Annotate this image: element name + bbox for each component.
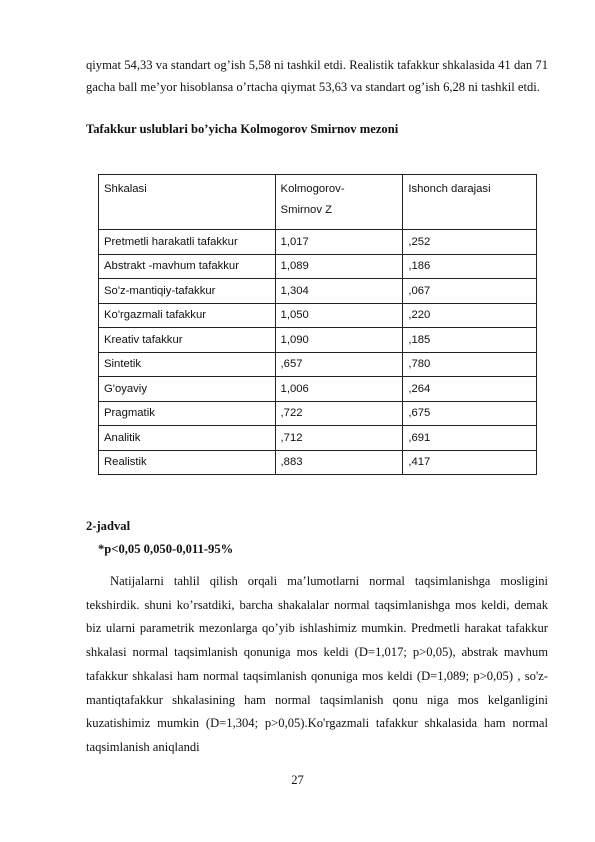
- table-cell: 1,050: [275, 303, 403, 328]
- table-cell: Ko'rgazmali tafakkur: [99, 303, 276, 328]
- table-cell: 1,017: [275, 230, 403, 255]
- table-body: [99, 175, 537, 475]
- table-row: [99, 450, 537, 475]
- table-row: [99, 279, 537, 304]
- table-header-cell: Shkalasi: [99, 175, 276, 230]
- intro-paragraph: qiymat 54,33 va standart og’ish 5,58 ni tashkil etdi. Realistik tafakkur shkalasida 41 dan 71 gacha ball me’yor hisoblansa o’rtacha qiymat 53,63 va standart og’ish 6,28 ni tashkil etdi.: [86, 58, 548, 94]
- table-cell: Abstrakt -mavhum tafakkur: [99, 254, 276, 279]
- table-cell: Analitik: [99, 426, 276, 451]
- table-row: [99, 352, 537, 377]
- table-row: [99, 328, 537, 353]
- table-header-row: [99, 175, 537, 230]
- table-cell: ,883: [275, 450, 403, 475]
- table-header-cell: Ishonch darajasi: [403, 175, 537, 230]
- table-row: [99, 254, 537, 279]
- kolmogorov-smirnov-table: [98, 174, 537, 475]
- table-cell: ,691: [403, 426, 537, 451]
- table-cell: 1,090: [275, 328, 403, 353]
- table-cell: Pragmatik: [99, 401, 276, 426]
- table-cell: ,220: [403, 303, 537, 328]
- table-caption: 2-jadval: [86, 519, 131, 533]
- table-cell: Sintetik: [99, 352, 276, 377]
- table-cell: G'oyaviy: [99, 377, 276, 402]
- table-cell: So'z-mantiqiy-tafakkur: [99, 279, 276, 304]
- table-cell: Kreativ tafakkur: [99, 328, 276, 353]
- table-cell: ,417: [403, 450, 537, 475]
- table-row: [99, 401, 537, 426]
- results-paragraph: Natijalarni tahlil qilish orqali ma’lumotlarni normal taqsimlanishga mosligini tekshirdik. shuni ko’rsatdiki, barcha shakalalar normal taqsimlanishga mos keldi, demak biz ularni parametrik mezonlarga qo’yib ishlashimiz mumkin. Predmetli harakat tafakkur shkalasi normal taqsimlanish qonuniga mos keldi (D=1,017; p>0,05), abstrak mavhum tafakkur shkalasi ham normal taqsimlanish qonuniga mos keldi (D=1,089; p>0,05) , so'z-mantiqtafakkur shkalasining ham normal taqsimlanish qonu niga mos kelganligini kuzatishimiz mumkin (D=1,304; p>0,05).Ko'rgazmali tafakkur shkalasida ham normal taqsimlanish aniqlandi: [86, 574, 548, 754]
- table-cell: ,185: [403, 328, 537, 353]
- table-cell: Pretmetli harakatli tafakkur: [99, 230, 276, 255]
- table-cell: ,252: [403, 230, 537, 255]
- table-cell: ,067: [403, 279, 537, 304]
- table-cell: Realistik: [99, 450, 276, 475]
- table-cell: 1,304: [275, 279, 403, 304]
- table-header-cell: Kolmogorov- Smirnov Z: [275, 175, 403, 230]
- table-row: [99, 230, 537, 255]
- table-cell: ,657: [275, 352, 403, 377]
- table-cell: ,712: [275, 426, 403, 451]
- table-title: Tafakkur uslublari bo’yicha Kolmogorov Smirnov mezoni: [86, 122, 399, 136]
- table-cell: ,186: [403, 254, 537, 279]
- table-row: [99, 303, 537, 328]
- table-row: [99, 426, 537, 451]
- table-cell: 1,089: [275, 254, 403, 279]
- significance-note: *p<0,05 0,050-0,011-95%: [98, 542, 234, 556]
- table-cell: ,722: [275, 401, 403, 426]
- table-cell: ,780: [403, 352, 537, 377]
- table-cell: ,675: [403, 401, 537, 426]
- page-number: 27: [291, 773, 304, 787]
- table-cell: 1,006: [275, 377, 403, 402]
- table-cell: ,264: [403, 377, 537, 402]
- table-row: [99, 377, 537, 402]
